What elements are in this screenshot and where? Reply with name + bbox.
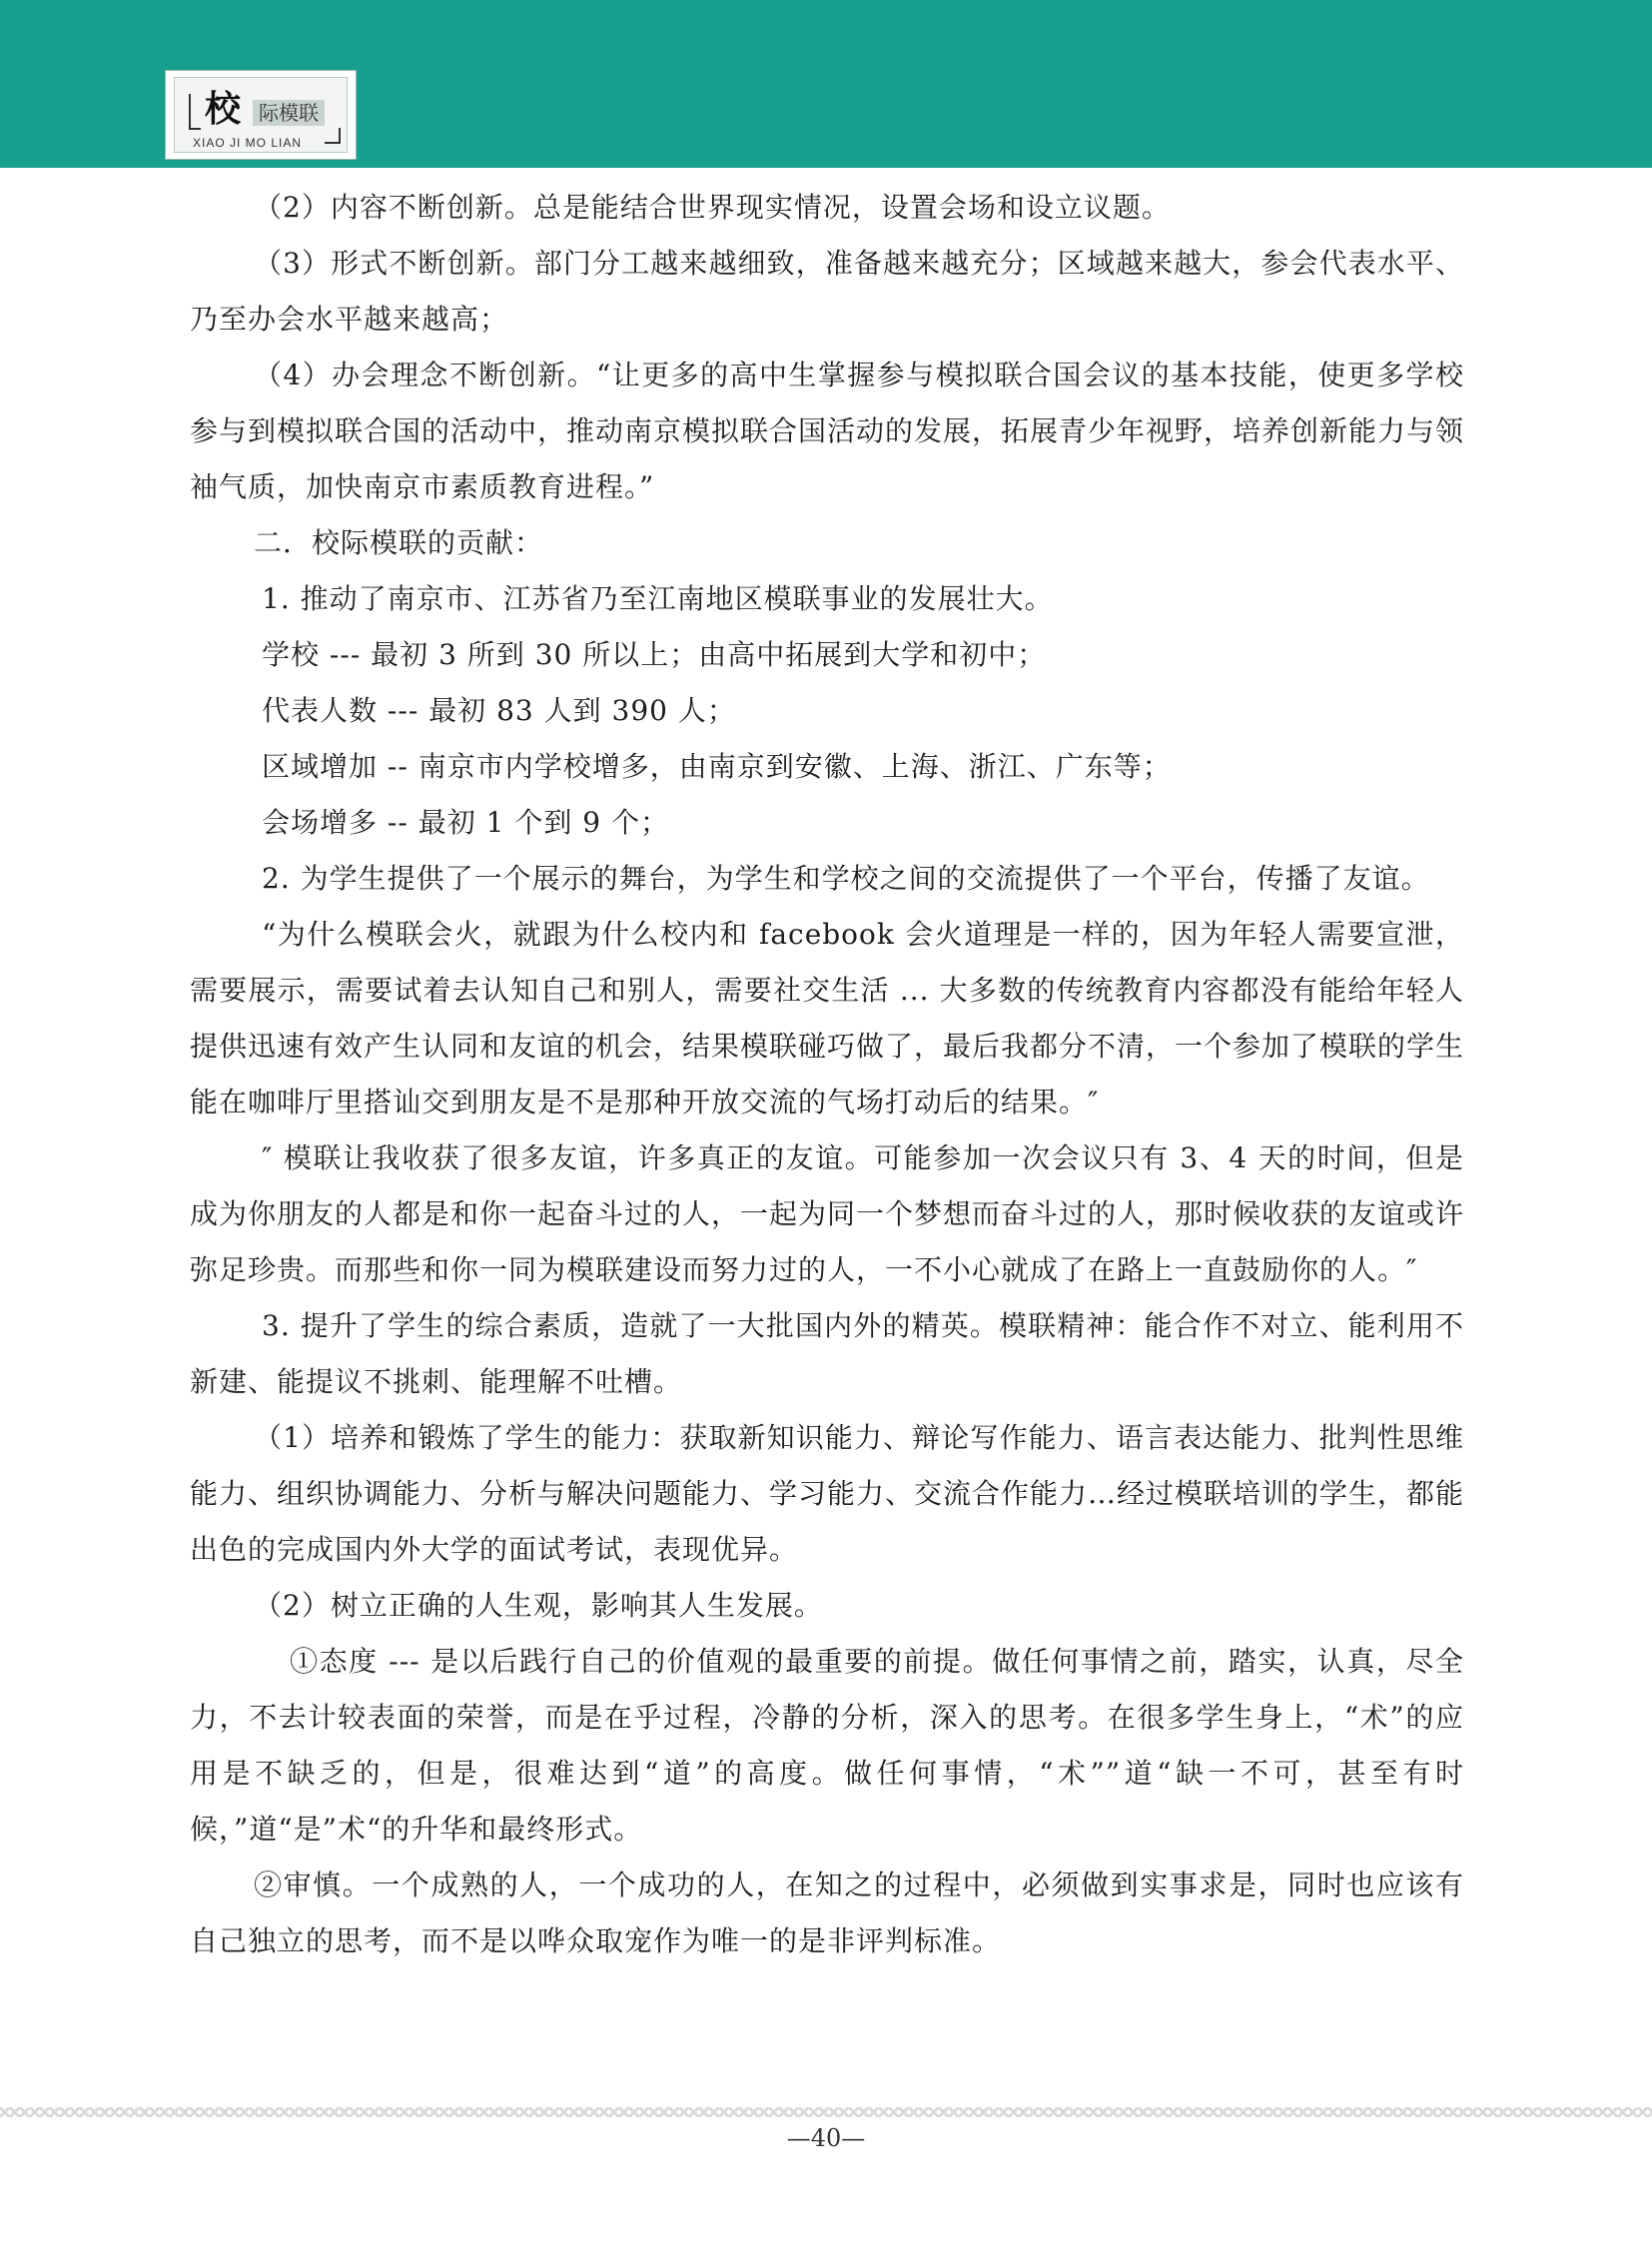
logo-panel: [174, 77, 348, 153]
list-item-schools: 学校 --- 最初 3 所到 30 所以上；由高中拓展到大学和初中；: [262, 638, 1047, 671]
paragraph-contribution-3: 3. 提升了学生的综合素质，造就了一大批国内外的精英。模联精神：能合作不对立、能利用不新建、能提议不挑刺、能理解不吐槽。: [190, 1309, 1464, 1398]
logo-subtitle: 际模联: [253, 100, 325, 126]
quote-friendship: ″ 模联让我收获了很多友谊，许多真正的友谊。可能参加一次会议只有 3、4 天的时间，但是成为你朋友的人都是和你一起奋斗过的人，一起为同一个梦想而奋斗过的人，那时候收获的友谊或许弥足珍贵。而那些和你一同为模联建设而努力过的人，一不小心就成了在路上一直鼓励你的人。″: [190, 1141, 1465, 1286]
paragraph-abilities: （1）培养和锻炼了学生的能力：获取新知识能力、辩论写作能力、语言表达能力、批判性思维能力、组织协调能力、分析与解决问题能力、学习能力、交流合作能力…经过模联培训的学生，都能出色的完成国内外大学的面试考试，表现优异。: [190, 1421, 1465, 1566]
paragraph-form-innovation: （3）形式不断创新。部门分工越来越细致，准备越来越充分；区域越来越大，参会代表水平、乃至办会水平越来越高；: [190, 247, 1464, 336]
document-body: [190, 180, 1464, 1969]
logo-pinyin: XIAO JI MO LIAN: [193, 136, 303, 150]
footer-rule: [0, 2107, 1652, 2117]
paragraph-concept-innovation: （4）办会理念不断创新。“让更多的高中生掌握参与模拟联合国会议的基本技能，使更多学校参与到模拟联合国的活动中，推动南京模拟联合国活动的发展，拓展青少年视野，培养创新能力与领袖气质，加快南京市素质教育进程。”: [190, 359, 1465, 503]
paragraph-prudence: ②审慎。一个成熟的人，一个成功的人，在知之的过程中，必须做到实事求是，同时也应该有自己独立的思考，而不是以哗众取宠作为唯一的是非评判标准。: [190, 1868, 1464, 1957]
paragraph-content-innovation: （2）内容不断创新。总是能结合世界现实情况，设置会场和设立议题。: [254, 191, 1171, 224]
list-item-regions: 区域增加 -- 南京市内学校增多，由南京到安徽、上海、浙江、广东等；: [262, 750, 1172, 783]
logo-bracket: [189, 94, 201, 130]
page-number: —40—: [786, 2124, 866, 2152]
paragraph-attitude: ①态度 --- 是以后践行自己的价值观的最重要的前提。做任何事情之前，踏实，认真，尽全力，不去计较表面的荣誉，而是在乎过程，冷静的分析，深入的思考。在很多学生身上，“术”的应用是不缺乏的，但是，很难达到“道”的高度。做任何事情，“术””道“缺一不可，甚至有时候，”道“是”术“的升华和最终形式。: [190, 1645, 1464, 1846]
logo-main-char: 校: [205, 89, 242, 130]
section-heading-contributions: 二．校际模联的贡献：: [254, 526, 544, 559]
list-item-committees: 会场增多 -- 最初 1 个到 9 个；: [262, 806, 669, 839]
paragraph-outlook: （2）树立正确的人生观，影响其人生发展。: [254, 1589, 823, 1622]
paragraph-contribution-2: 2. 为学生提供了一个展示的舞台，为学生和学校之间的交流提供了一个平台，传播了友谊。: [262, 862, 1430, 895]
list-item-delegates: 代表人数 --- 最初 83 人到 390 人；: [262, 694, 736, 727]
quote-why-mun-popular: “为什么模联会火，就跟为什么校内和 facebook 会火道理是一样的，因为年轻人需要宣泄，需要展示，需要试着去认知自己和别人，需要社交生活 ... 大多数的传统教育内容都没有能给年轻人提供迅速有效产生认同和友谊的机会，结果模联碰巧做了，最后我都分不清，一个参加了模联的学生能在咖啡厅里搭讪交到朋友是不是那种开放交流的气场打动后的结果。″: [190, 918, 1465, 1119]
logo-pinyin-tick: [339, 128, 341, 144]
paragraph-contribution-1: 1. 推动了南京市、江苏省乃至江南地区模联事业的发展壮大。: [262, 582, 1054, 615]
logo: [165, 70, 357, 160]
